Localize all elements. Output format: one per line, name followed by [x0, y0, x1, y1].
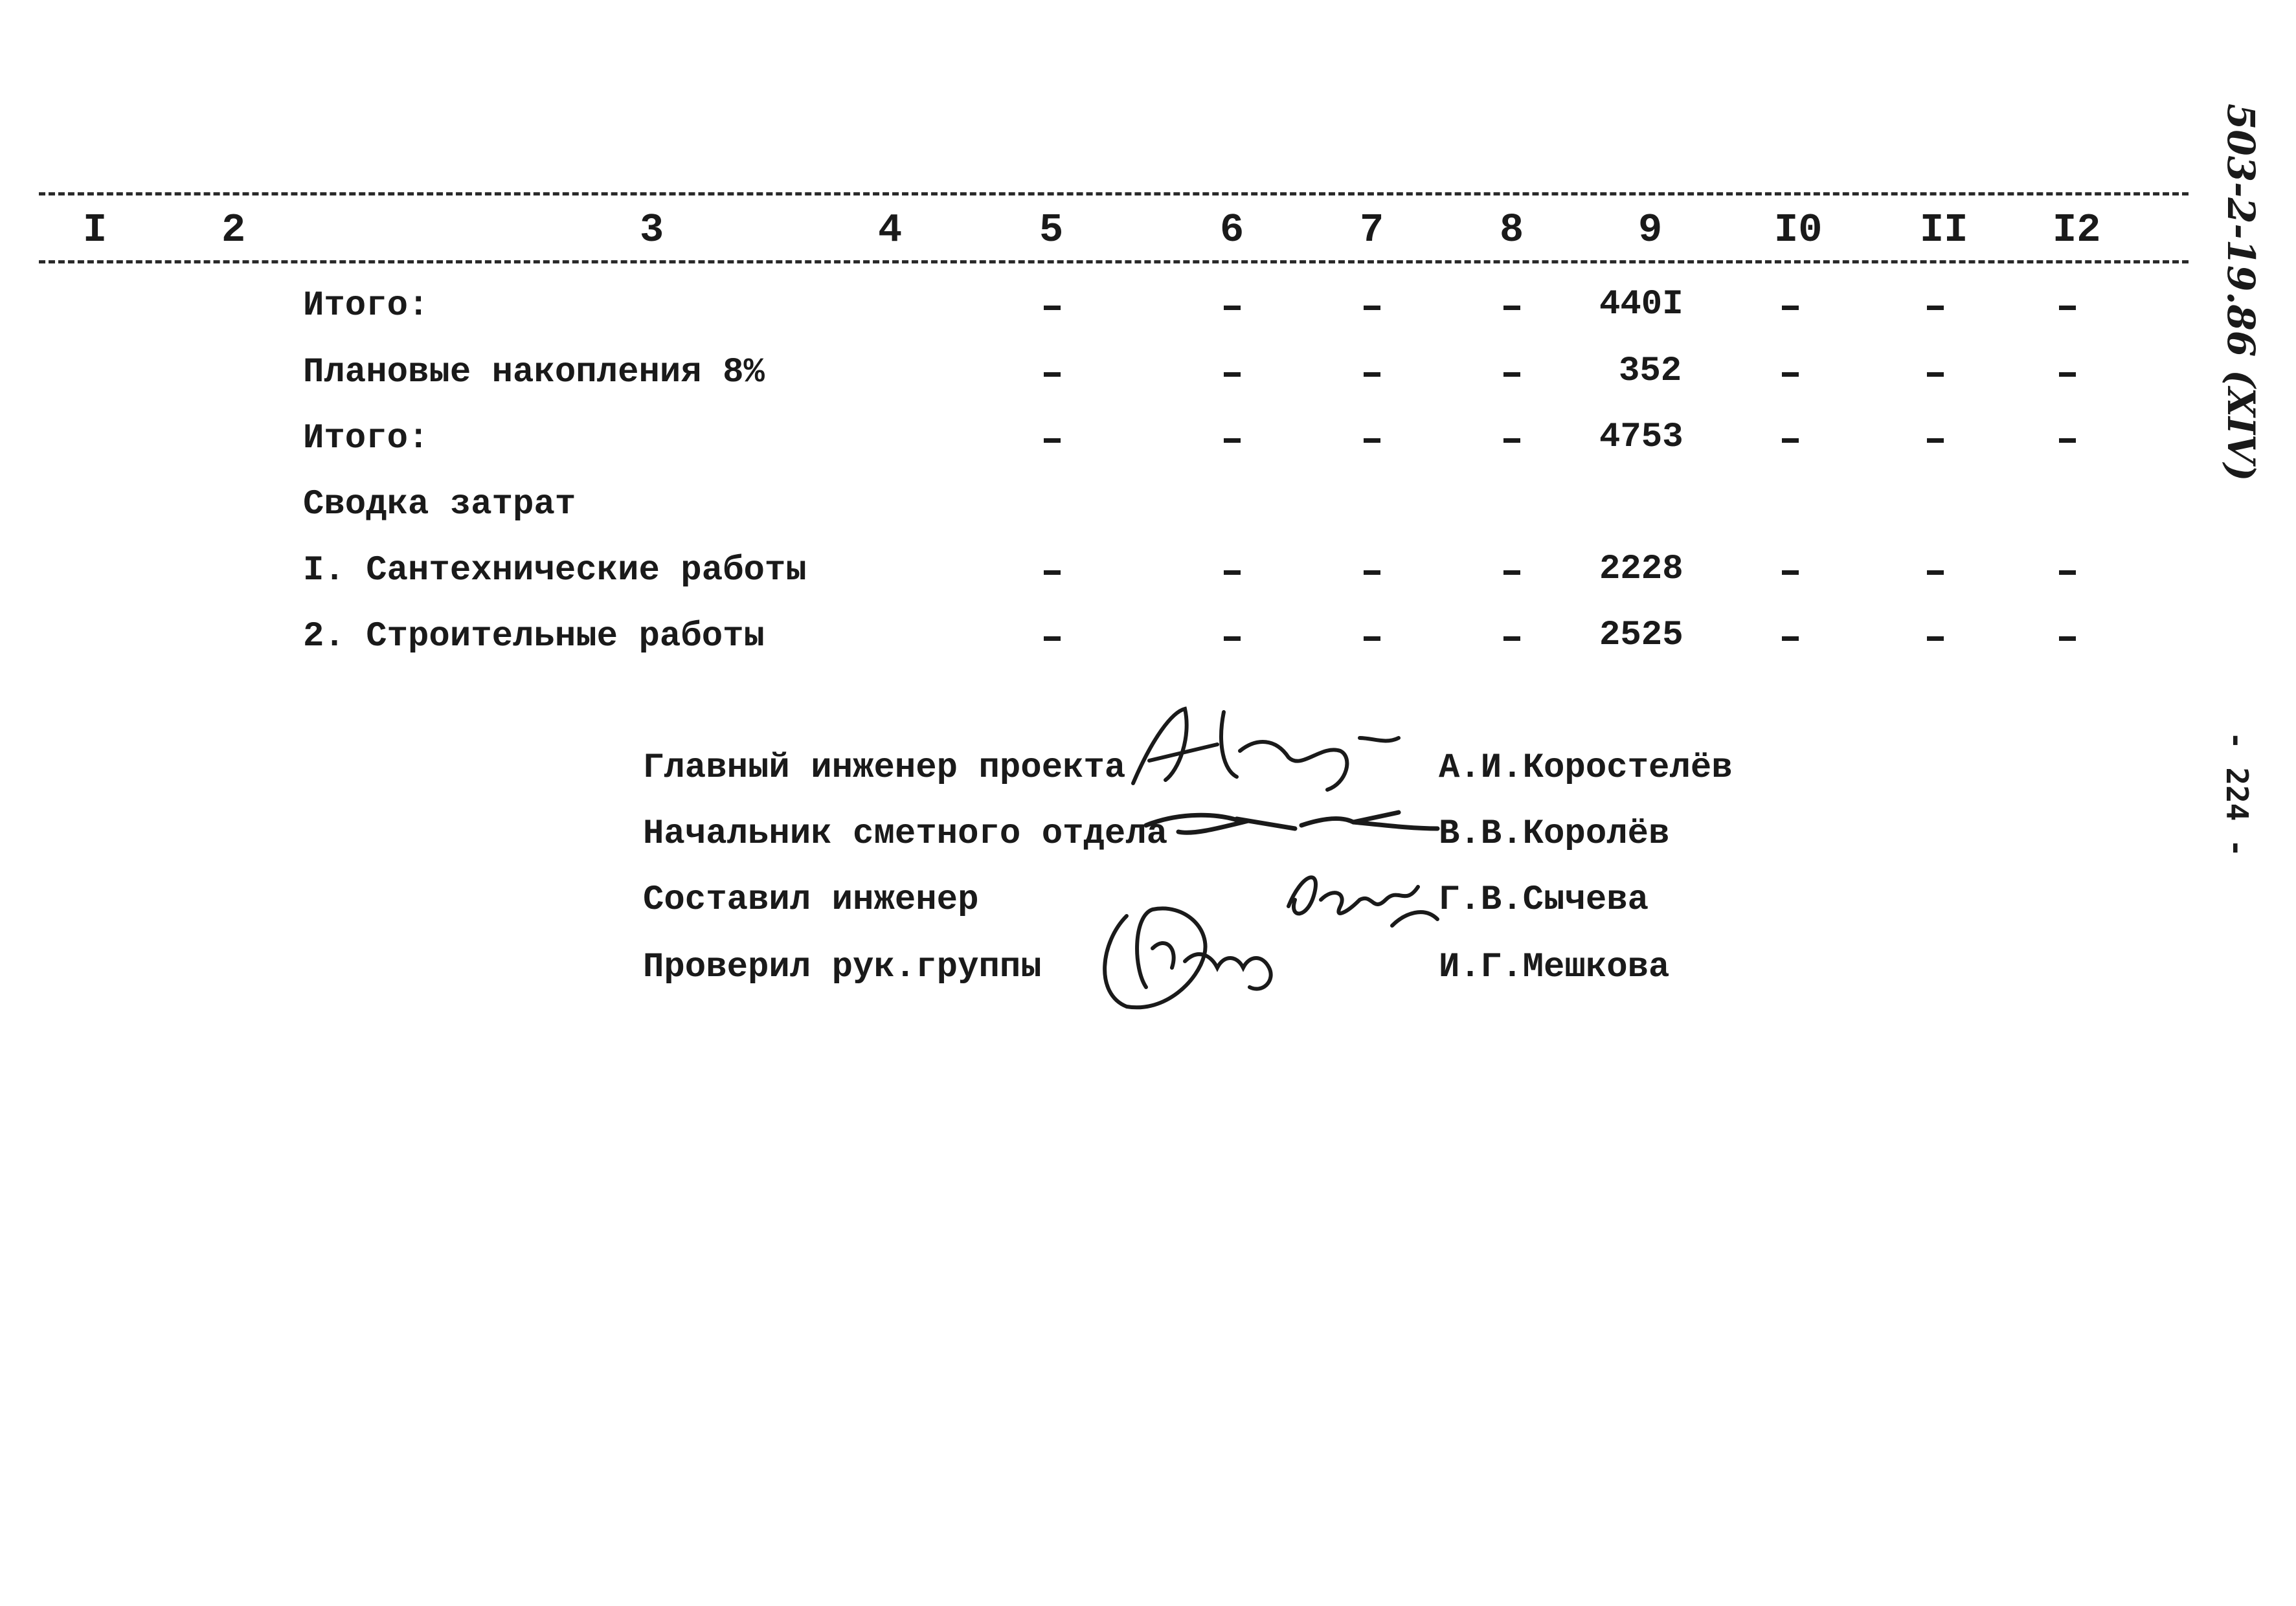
column-header-5: 5: [1039, 207, 1064, 253]
row-label-plumbing-works: I. Сантехнические работы: [303, 551, 807, 590]
row-itogo-2-col5: [1044, 438, 1061, 443]
header-rule-bottom: [39, 260, 2189, 263]
row-itogo-2-col6: [1224, 438, 1241, 443]
column-header-4: 4: [878, 207, 903, 253]
row-itogo-2-col8: [1503, 438, 1520, 443]
row-itogo-1-col6: [1224, 306, 1241, 310]
row-itogo-2-col12: [2059, 438, 2076, 443]
row-itogo-1-col9-value: 440I: [1599, 285, 1683, 324]
row-itogo-1-col11: [1927, 306, 1944, 310]
row-itogo-1-col5: [1044, 306, 1061, 310]
row-plumbing-col11: [1927, 570, 1944, 575]
row-itogo-2-col9-value: 4753: [1599, 418, 1683, 457]
row-planned-col6: [1224, 372, 1241, 377]
row-plumbing-col9-value: 2228: [1599, 550, 1683, 589]
signature-name-estimate-head: В.В.Королёв: [1439, 814, 1670, 854]
signature-title-estimate-head: Начальник сметного отдела: [643, 814, 1168, 854]
column-header-6: 6: [1220, 207, 1244, 253]
column-header-2: 2: [221, 207, 246, 253]
row-planned-col11: [1927, 372, 1944, 377]
row-plumbing-col5: [1044, 570, 1061, 575]
side-document-code: 503-2-19.86 (XIV): [2219, 104, 2263, 482]
row-itogo-1-col8: [1503, 306, 1520, 310]
column-header-12: I2: [2053, 207, 2101, 253]
row-construction-col6: [1224, 636, 1241, 641]
row-itogo-2-col7: [1364, 438, 1380, 443]
signature-name-compiled-by: Г.В.Сычева: [1439, 880, 1649, 920]
row-planned-col5: [1044, 372, 1061, 377]
column-header-9: 9: [1638, 207, 1663, 253]
row-planned-col10: [1782, 372, 1799, 377]
row-construction-col8: [1503, 636, 1520, 641]
page-number: - 224 -: [2220, 731, 2255, 857]
row-construction-col11: [1927, 636, 1944, 641]
column-header-11: II: [1920, 207, 1968, 253]
row-itogo-1-col10: [1782, 306, 1799, 310]
column-header-3: 3: [640, 207, 664, 253]
column-header-8: 8: [1500, 207, 1524, 253]
row-label-itogo-1: Итого:: [303, 286, 429, 326]
row-construction-col12: [2059, 636, 2076, 641]
row-construction-col9-value: 2525: [1599, 616, 1683, 655]
row-planned-col7: [1364, 372, 1380, 377]
row-plumbing-col7: [1364, 570, 1380, 575]
column-header-10: I0: [1774, 207, 1823, 253]
row-label-cost-summary: Сводка затрат: [303, 485, 576, 524]
row-construction-col7: [1364, 636, 1380, 641]
row-itogo-2-col11: [1927, 438, 1944, 443]
row-plumbing-col8: [1503, 570, 1520, 575]
handwritten-signature-estimate-head: [1140, 799, 1444, 845]
signature-title-compiled-by: Составил инженер: [643, 880, 979, 920]
header-rule-top: [39, 192, 2189, 195]
signature-name-chief-engineer: А.И.Коростелёв: [1439, 748, 1733, 788]
signature-name-checked-by: И.Г.Мешкова: [1439, 948, 1670, 987]
row-label-planned-savings: Плановые накопления 8%: [303, 353, 765, 392]
signature-title-checked-by: Проверил рук.группы: [643, 948, 1042, 987]
row-planned-col8: [1503, 372, 1520, 377]
row-itogo-1-col7: [1364, 306, 1380, 310]
handwritten-signature-checked-by: [1088, 890, 1308, 1020]
row-plumbing-col6: [1224, 570, 1241, 575]
row-label-itogo-2: Итого:: [303, 419, 429, 458]
row-planned-col12: [2059, 372, 2076, 377]
column-header-7: 7: [1360, 207, 1384, 253]
handwritten-signature-chief-engineer: [1127, 699, 1424, 803]
row-plumbing-col10: [1782, 570, 1799, 575]
row-construction-col5: [1044, 636, 1061, 641]
column-header-1: I: [83, 207, 107, 253]
row-construction-col10: [1782, 636, 1799, 641]
row-label-construction-works: 2. Строительные работы: [303, 617, 765, 656]
row-itogo-1-col12: [2059, 306, 2076, 310]
row-planned-col9-value: 352: [1619, 351, 1682, 391]
row-plumbing-col12: [2059, 570, 2076, 575]
row-itogo-2-col10: [1782, 438, 1799, 443]
signature-title-chief-engineer: Главный инженер проекта: [643, 748, 1126, 788]
